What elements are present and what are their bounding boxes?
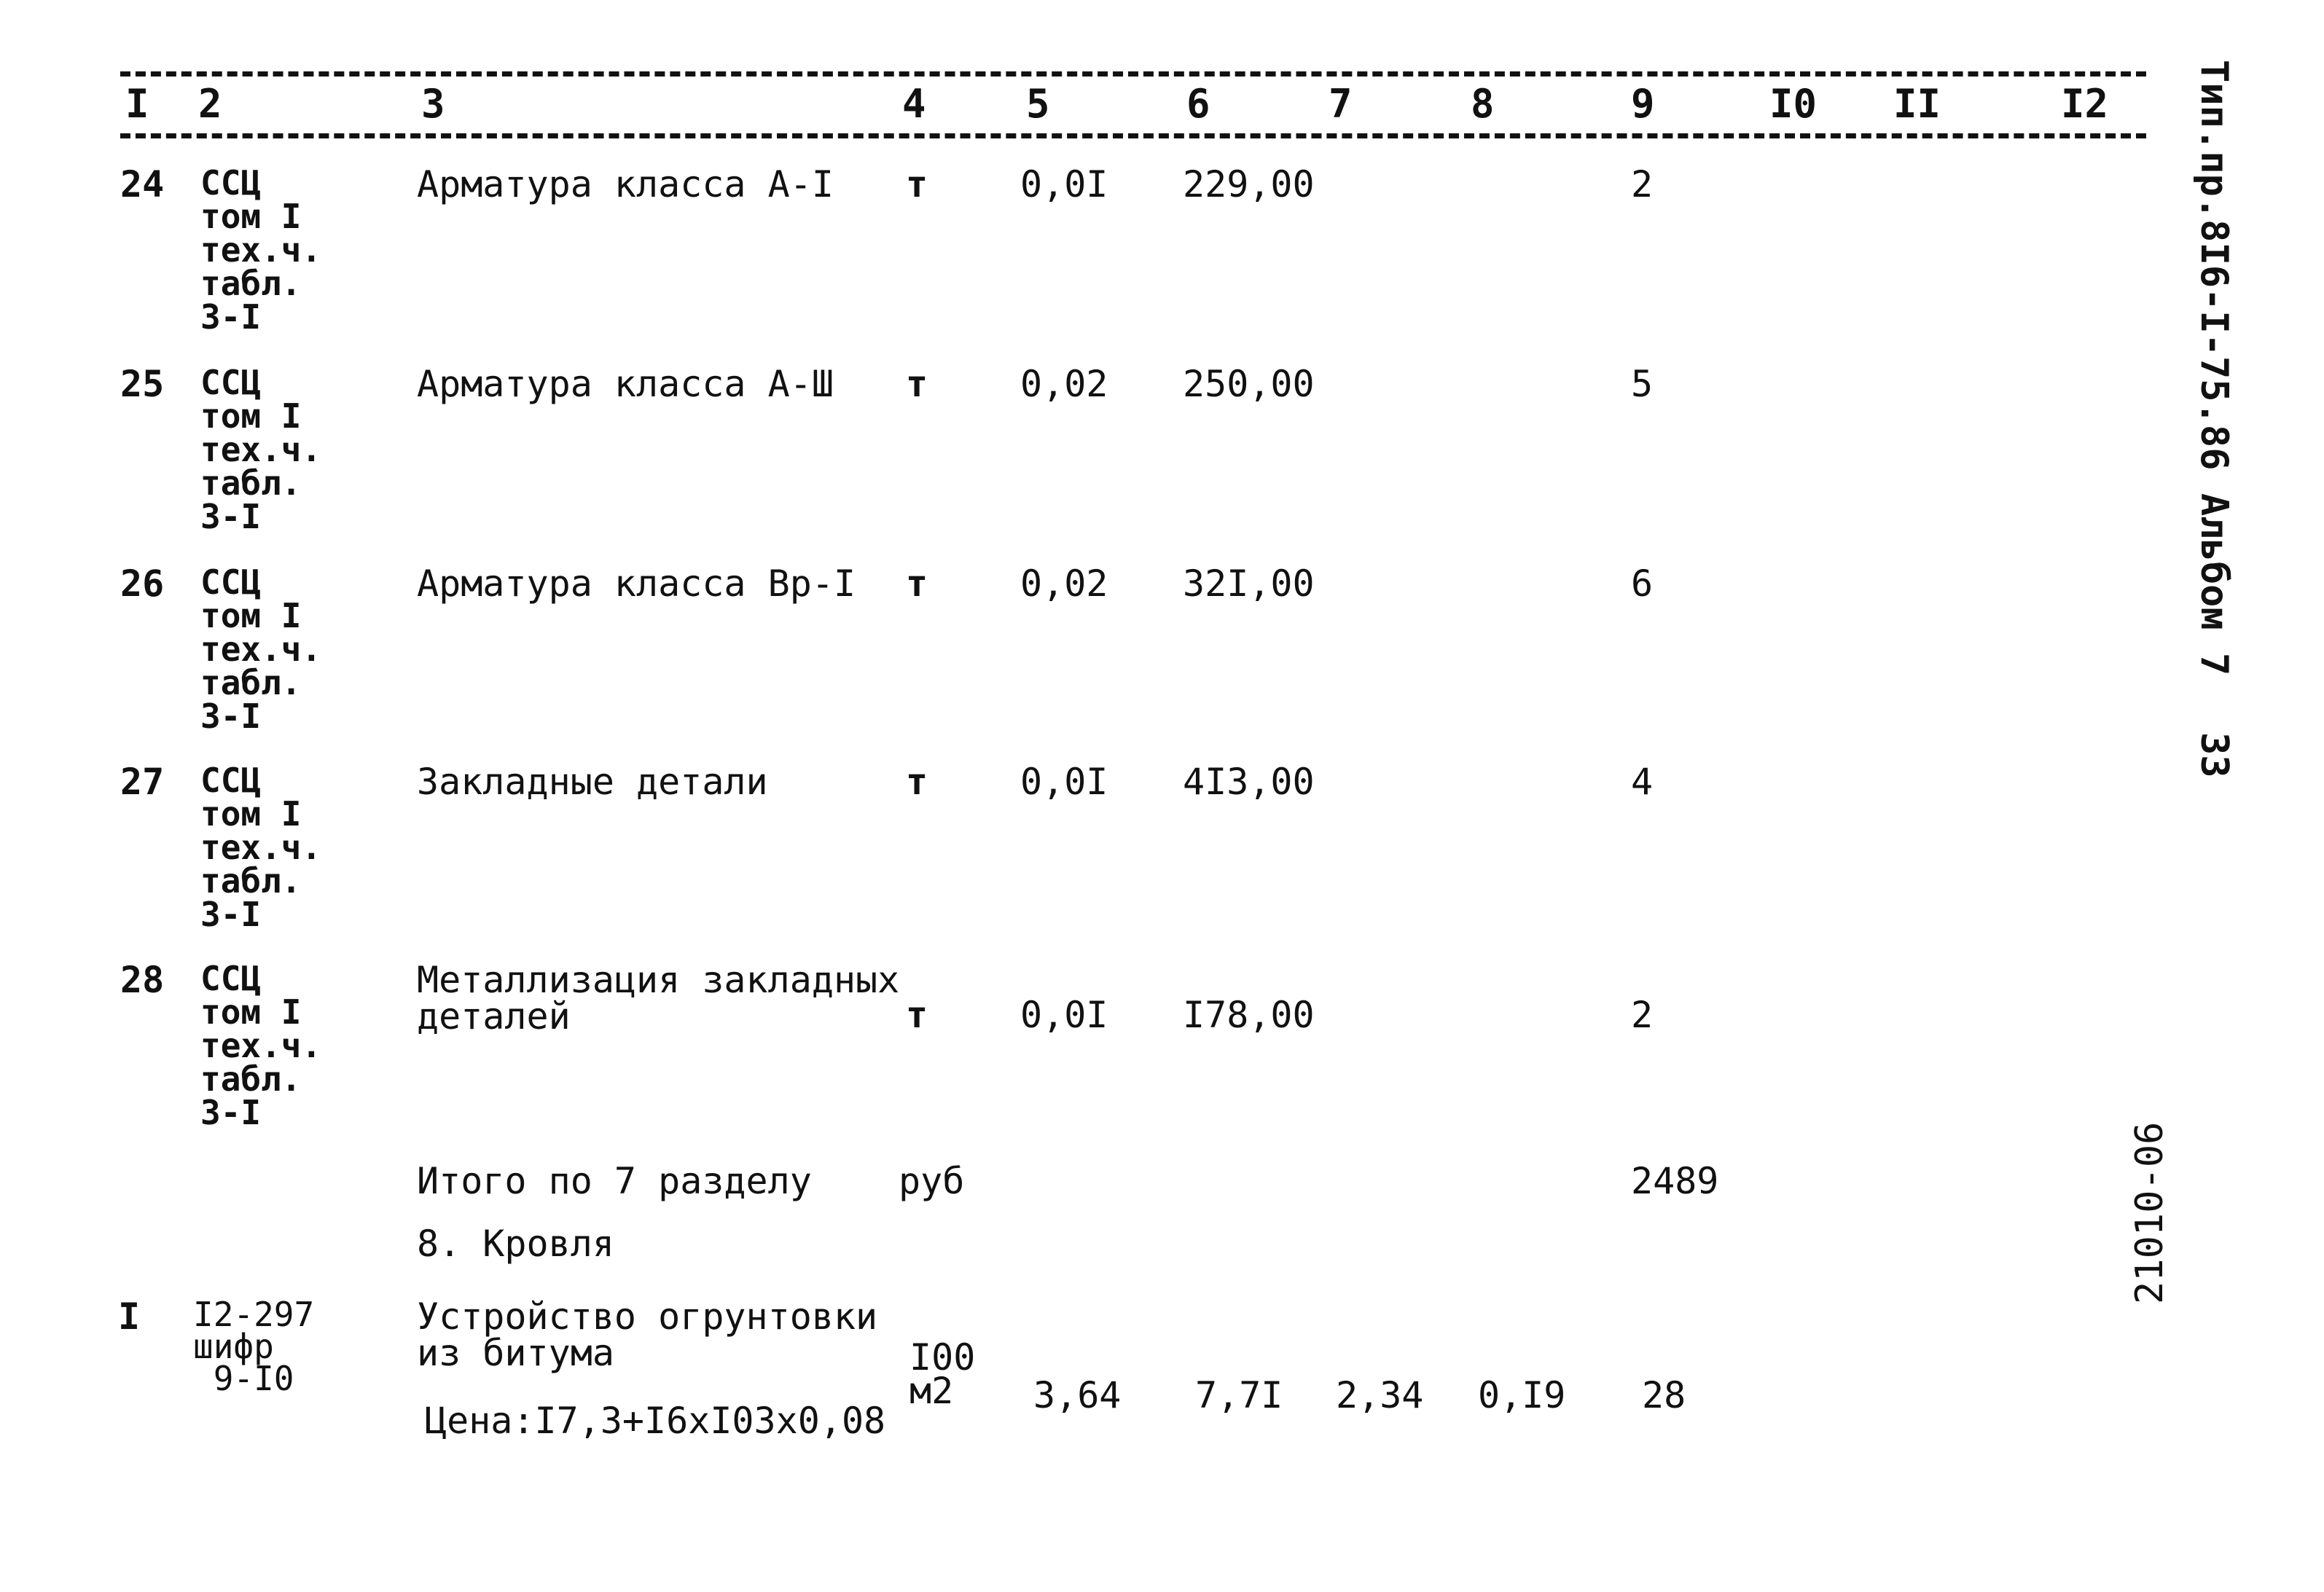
row-total: 5 bbox=[1631, 363, 1654, 405]
row-total: 2 bbox=[1631, 163, 1654, 205]
header-dashed-line-top bbox=[120, 71, 2146, 77]
row-name: Устройство огрунтовки из битума bbox=[417, 1295, 878, 1374]
row-unit: I00 м2 bbox=[909, 1336, 976, 1412]
row-number: 26 bbox=[120, 562, 165, 605]
row-col6: 7,7I bbox=[1195, 1374, 1283, 1416]
margin-document-number: 21010-06 bbox=[2128, 1121, 2172, 1304]
header-col-2: 2 bbox=[198, 81, 222, 127]
row-code: ССЦ том I тех.ч. табл. 3-I bbox=[200, 562, 322, 736]
margin-page-number: 33 bbox=[2192, 732, 2236, 778]
row-number: 25 bbox=[120, 363, 165, 405]
row-total: 2 bbox=[1631, 994, 1654, 1036]
row-col8: 0,I9 bbox=[1478, 1374, 1566, 1416]
header-col-5: 5 bbox=[1026, 81, 1050, 127]
header-col-11: II bbox=[1893, 81, 1941, 127]
row-col5: 3,64 bbox=[1033, 1374, 1122, 1416]
header-col-10: I0 bbox=[1769, 81, 1818, 127]
row-unit: т bbox=[906, 994, 928, 1036]
row-number: 27 bbox=[120, 761, 165, 803]
subtotal-label: Итого по 7 разделу bbox=[417, 1160, 812, 1202]
row-number: I bbox=[118, 1295, 141, 1338]
row-price: I78,00 bbox=[1183, 994, 1315, 1036]
row-qty: 0,02 bbox=[1020, 562, 1108, 605]
header-dashed-line-bottom bbox=[120, 133, 2146, 138]
row-name: Арматура класса Вр-I bbox=[417, 562, 856, 605]
row-unit: т bbox=[906, 163, 928, 205]
row-unit: т bbox=[906, 761, 928, 803]
row-unit: т bbox=[906, 363, 928, 405]
row-code: I2-297 шифр 9-I0 bbox=[193, 1295, 315, 1398]
header-col-4: 4 bbox=[902, 81, 926, 127]
row-col7: 2,34 bbox=[1336, 1374, 1424, 1416]
row-total: 4 bbox=[1631, 761, 1654, 803]
row-col9: 28 bbox=[1642, 1374, 1686, 1416]
row-total: 6 bbox=[1631, 562, 1654, 605]
row-price-formula: Цена:I7,3+I6xI03x0,08 bbox=[425, 1400, 886, 1442]
header-col-8: 8 bbox=[1471, 81, 1495, 127]
row-code: ССЦ том I тех.ч. табл. 3-I bbox=[200, 761, 322, 934]
row-qty: 0,0I bbox=[1020, 761, 1108, 803]
row-code: ССЦ том I тех.ч. табл. 3-I bbox=[200, 959, 322, 1132]
row-unit: т bbox=[906, 562, 928, 605]
row-name: Закладные детали bbox=[417, 761, 768, 803]
row-qty: 0,0I bbox=[1020, 163, 1108, 205]
row-price: 32I,00 bbox=[1183, 562, 1315, 605]
subtotal-unit: руб bbox=[899, 1160, 965, 1202]
header-col-7: 7 bbox=[1329, 81, 1353, 127]
margin-project-reference: Тип.пр.8I6-I-75.86 Альбом 7 bbox=[2192, 60, 2236, 676]
row-name: Арматура класса А-Ш bbox=[417, 363, 834, 405]
header-col-9: 9 bbox=[1631, 81, 1655, 127]
row-price: 250,00 bbox=[1183, 363, 1315, 405]
header-col-1: I bbox=[125, 81, 149, 127]
row-price: 229,00 bbox=[1183, 163, 1315, 205]
row-name: Металлизация закладных деталей bbox=[417, 959, 900, 1038]
row-number: 24 bbox=[120, 163, 165, 205]
row-code: ССЦ том I тех.ч. табл. 3-I bbox=[200, 363, 322, 536]
header-col-12: I2 bbox=[2061, 81, 2109, 127]
section-title: 8. Кровля bbox=[417, 1223, 614, 1265]
row-code: ССЦ том I тех.ч. табл. 3-I bbox=[200, 163, 322, 337]
row-number: 28 bbox=[120, 959, 165, 1001]
row-name: Арматура класса А-I bbox=[417, 163, 834, 205]
row-qty: 0,02 bbox=[1020, 363, 1108, 405]
header-col-3: 3 bbox=[421, 81, 445, 127]
row-qty: 0,0I bbox=[1020, 994, 1108, 1036]
subtotal-total: 2489 bbox=[1631, 1160, 1719, 1202]
row-price: 4I3,00 bbox=[1183, 761, 1315, 803]
header-col-6: 6 bbox=[1186, 81, 1210, 127]
